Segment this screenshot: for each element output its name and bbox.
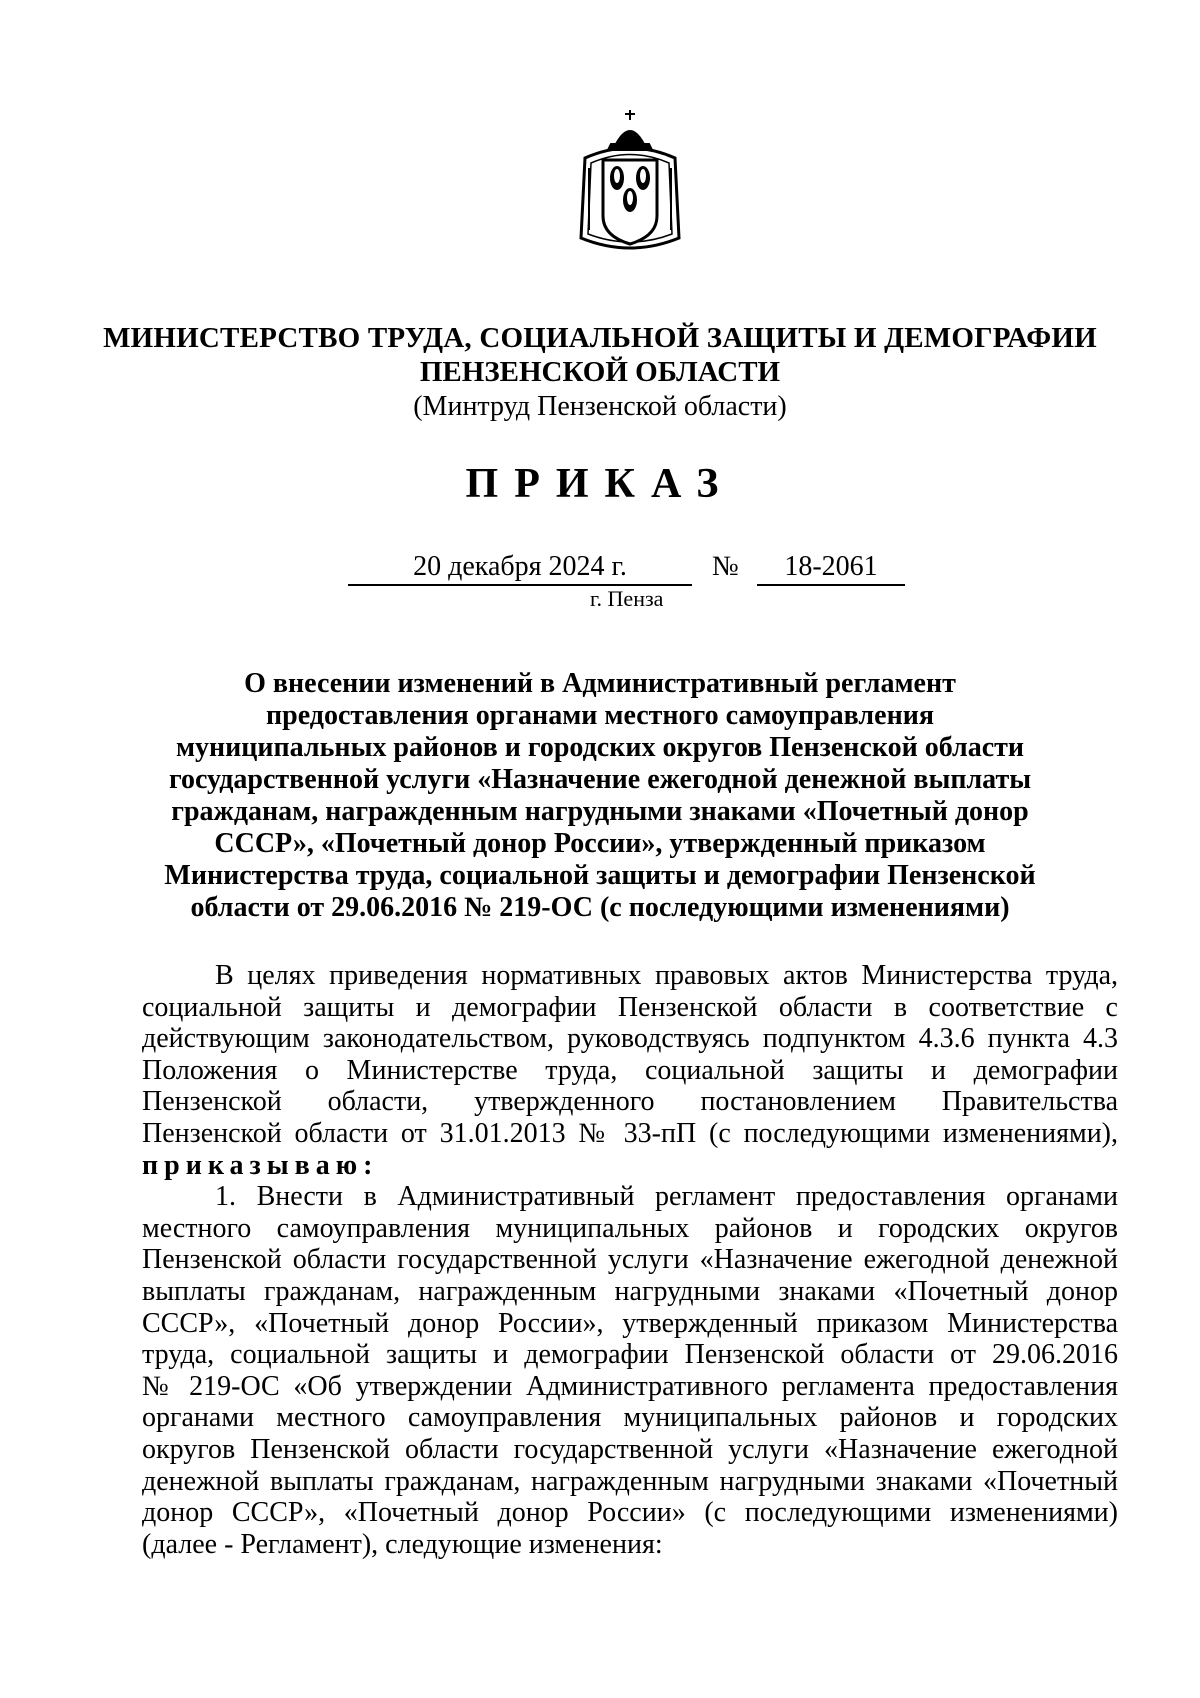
body-line: денежной выплаты гражданам, награжденным нагрудными знаками «Почетный (142, 1465, 1118, 1497)
subject-line: предоставления органами местного самоуправления (266, 700, 934, 731)
body-line: Пензенской области государственной услуги «Назначение ежегодной денежной (142, 1244, 1118, 1276)
body-line: органами местного самоуправления муниципальных районов и городских (142, 1402, 1118, 1434)
subject-line: гражданам, награжденным нагрудными знаками «Почетный донор (171, 796, 1029, 827)
body-line: № 219-ОС «Об утверждении Административного регламента предоставления (142, 1370, 1118, 1402)
coat-of-arms-icon (575, 108, 685, 263)
body-line: (далее - Регламент), следующие изменения: (142, 1528, 663, 1560)
organization-short-name: (Минтруд Пензенской области) (413, 391, 787, 422)
document-type-title: ПРИКАЗ (465, 461, 735, 507)
body-line: 1. Внести в Административный регламент предоставления органами (215, 1181, 1118, 1213)
order-keyword: приказываю: (142, 1149, 379, 1181)
body-line: округов Пензенской области государственной услуги «Назначение ежегодной (142, 1433, 1118, 1465)
body-line: СССР», «Почетный донор России», утвержденный приказом Министерства (142, 1307, 1118, 1339)
city-name: г. Пенза (590, 586, 664, 611)
body-line: социальной защиты и демографии Пензенской области в соответствие с (142, 991, 1118, 1023)
body-line: местного самоуправления муниципальных районов и городских округов (142, 1212, 1118, 1244)
body-line: В целях приведения нормативных правовых актов Министерства труда, (215, 960, 1118, 991)
body-line: труда, социальной защиты и демографии Пензенской области от 29.06.2016 (142, 1339, 1118, 1371)
body-line: Пензенской области от 31.01.2013 № 33-пП (с последующими изменениями), (142, 1117, 1118, 1149)
order-body (142, 960, 1118, 1560)
body-line: донор СССР», «Почетный донор России» (с последующими изменениями) (142, 1497, 1118, 1529)
body-line: выплаты гражданам, награжденным нагрудными знаками «Почетный донор (142, 1275, 1118, 1307)
organization-name-line1: МИНИСТЕРСТВО ТРУДА, СОЦИАЛЬНОЙ ЗАЩИТЫ И ДЕМОГРАФИИ (103, 322, 1097, 354)
body-line: Положения о Министерстве труда, социальной защиты и демографии (142, 1054, 1118, 1086)
order-date: 20 декабря 2024 г. (348, 550, 692, 586)
subject-line: СССР», «Почетный донор России», утвержденный приказом (214, 828, 986, 859)
subject-line: О внесении изменений в Административный регламент (244, 668, 956, 699)
subject-line: Министерства труда, социальной защиты и демографии Пензенской (164, 860, 1036, 891)
subject-line: государственной услуги «Назначение ежегодной денежной выплаты (168, 764, 1032, 795)
body-line: Пензенской области, утвержденного постановлением Правительства (142, 1086, 1118, 1118)
subject-line: области от 29.06.2016 № 219-ОС (с последующими изменениями) (190, 892, 1010, 923)
body-line: действующим законодательством, руководствуясь подпунктом 4.3.6 пункта 4.3 (142, 1023, 1118, 1055)
subject-line: муниципальных районов и городских округов Пензенской области (175, 732, 1025, 763)
number-label: № (712, 551, 739, 582)
order-number: 18-2061 (757, 550, 905, 586)
order-subject (150, 668, 1050, 924)
organization-name-line2: ПЕНЗЕНСКОЙ ОБЛАСТИ (419, 356, 781, 388)
